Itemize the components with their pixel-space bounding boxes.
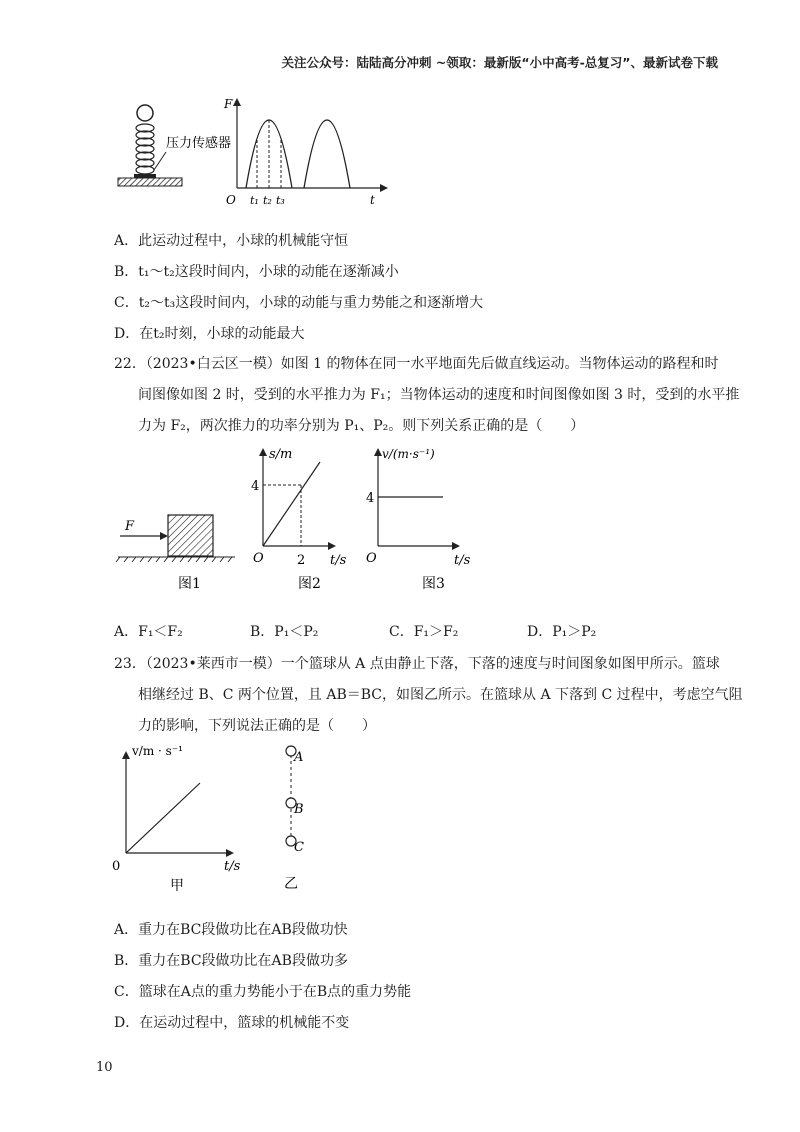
fig2-x-tick: 2 [297, 553, 306, 568]
q22-option-a[interactable]: A．F₁＜F₂ [114, 624, 183, 640]
q22-figures [110, 440, 470, 600]
sensor-label: 压力传感器 [166, 136, 232, 151]
fig1 [116, 515, 235, 592]
q22-option-b[interactable]: B．P₁＜P₂ [250, 624, 319, 640]
q23-option-d[interactable]: D．在运动过程中，篮球的机械能不变 [114, 1015, 350, 1031]
page-number: 10 [96, 1060, 113, 1075]
q22-option-d[interactable]: D．P₁＞P₂ [527, 624, 597, 640]
page-header: 关注公众号：陆陆高分冲刺 ~领取：最新版“小中高考-总复习”、最新试卷下载 [281, 55, 718, 70]
fig3 [366, 447, 470, 592]
tick-t3: t₃ [276, 194, 285, 207]
q22-stem-line-2: 间图像如图 2 时，受到的水平推力为 F₁；当物体运动的速度和时间图像如图 3 时，受到的水平推 [138, 387, 740, 403]
q23-option-c[interactable]: C．篮球在A点的重力势能小于在B点的重力势能 [114, 984, 412, 1000]
ball-icon [137, 105, 153, 121]
q21-option-c[interactable]: C．t₂～t₃这段时间内，小球的动能与重力势能之和逐渐增大 [114, 295, 484, 311]
y-axis-label: F [224, 97, 233, 111]
tick-t2: t₂ [263, 194, 272, 207]
fig-jia-caption: 甲 [170, 878, 184, 894]
q21-option-b[interactable]: B．t₁～t₂这段时间内，小球的动能在逐渐减小 [114, 264, 399, 280]
block [168, 515, 213, 556]
tick-t1: t₁ [250, 194, 259, 207]
origin-label: O [226, 193, 236, 207]
q23-stem-line-3: 力的影响，下列说法正确的是（ ） [138, 718, 376, 734]
point-c-label: C [294, 840, 304, 855]
x-axis-label: t [370, 193, 375, 207]
fig3-y-tick: 4 [366, 491, 375, 506]
q23-stem-line-2: 相继经过 B、C 两个位置，且 AB＝BC，如图乙所示。在篮球从 A 下落到 C 过程中，考虑空气阻 [138, 687, 743, 703]
spring-force-figure [110, 92, 410, 212]
fig3-origin: O [366, 551, 377, 566]
fig-jia-origin: 0 [112, 859, 121, 874]
fig3-x-axis: t/s [454, 553, 470, 568]
ground [118, 178, 182, 186]
fig-yi [284, 746, 304, 892]
q23-option-b[interactable]: B．重力在BC段做功比在AB段做功多 [114, 953, 348, 969]
force-label: F [125, 519, 135, 534]
fig-jia [112, 744, 241, 894]
point-b-label: B [294, 802, 304, 817]
fig3-caption: 图3 [422, 576, 445, 592]
spring-icon [136, 124, 154, 174]
fig2 [251, 447, 347, 592]
fig2-y-tick: 4 [251, 479, 260, 494]
q22-stem-line-1: 22．（2023•白云区一模）如图 1 的物体在同一水平地面先后做直线运动。当物体运动的路程和时 [114, 356, 719, 372]
fig-yi-caption: 乙 [284, 876, 298, 892]
fig2-x-axis: t/s [330, 553, 347, 568]
q23-option-a[interactable]: A．重力在BC段做功比在AB段做功快 [114, 922, 348, 938]
q21-option-d[interactable]: D．在t₂时刻，小球的动能最大 [114, 326, 305, 342]
velocity-line [126, 783, 200, 853]
fig1-caption: 图1 [178, 576, 201, 592]
force-curve-2 [304, 120, 350, 188]
point-a-label: A [294, 750, 304, 765]
fig2-y-axis: s/m [269, 447, 293, 462]
fig2-caption: 图2 [298, 576, 321, 592]
q22-stem-line-3: 力为 F₂，两次推力的功率分别为 P₁、P₂。则下列关系正确的是（ ） [138, 418, 585, 434]
fig3-y-axis: v/(m·s⁻¹) [382, 447, 435, 461]
s-t-line [263, 462, 320, 546]
fig-jia-y-axis: v/m · s⁻¹ [132, 744, 183, 758]
q23-figures [110, 735, 330, 895]
fig2-origin: O [253, 551, 264, 566]
q21-option-a[interactable]: A．此运动过程中，小球的机械能守恒 [114, 233, 349, 249]
q23-stem-line-1: 23．（2023•莱西市一模）一个篮球从 A 点由静止下落，下落的速度与时间图象如图甲所示。篮球 [114, 656, 720, 672]
pressure-sensor [134, 174, 156, 178]
q22-option-c[interactable]: C．F₁＞F₂ [389, 624, 459, 640]
fig-jia-x-axis: t/s [224, 859, 241, 874]
